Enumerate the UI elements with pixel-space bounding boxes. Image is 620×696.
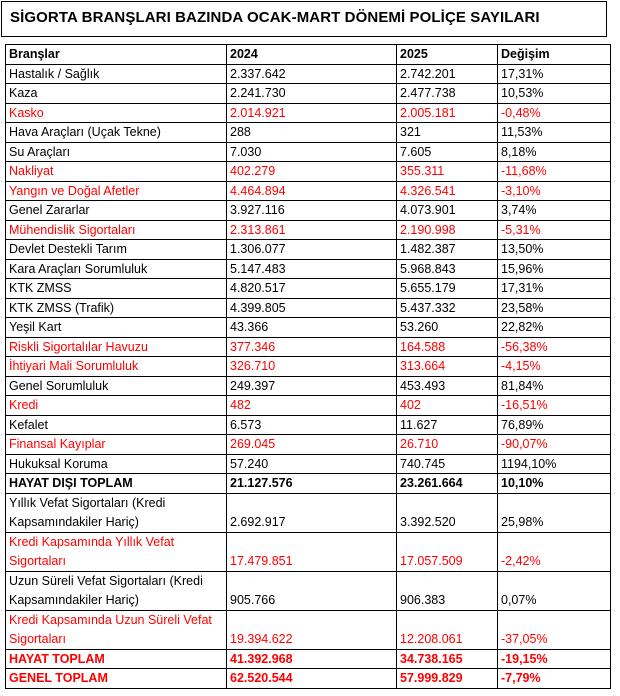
cell-2024: 21.127.576 [227, 474, 397, 494]
table-row [6, 493, 611, 532]
header-change: Değişim [498, 45, 611, 65]
cell-2024: 4.464.894 [227, 181, 397, 201]
cell-branch: Kaza [6, 84, 227, 104]
cell-2025: 4.073.901 [397, 201, 498, 221]
header-2024: 2024 [227, 45, 397, 65]
page-title: SİGORTA BRANŞLARI BAZINDA OCAK-MART DÖNEMİ POLİÇE SAYILARI [10, 9, 540, 26]
table-row [6, 84, 611, 104]
cell-2025: 26.710 [397, 435, 498, 455]
cell-2025: 2.477.738 [397, 84, 498, 104]
cell-branch: Kefalet [6, 415, 227, 435]
cell-2024: 2.692.917 [227, 493, 397, 532]
cell-change: -2,42% [498, 532, 611, 571]
cell-2024: 41.392.968 [227, 649, 397, 669]
cell-change: -90,07% [498, 435, 611, 455]
cell-2024: 402.279 [227, 162, 397, 182]
cell-branch: Kara Araçları Sorumluluk [6, 259, 227, 279]
cell-change: 0,07% [498, 571, 611, 610]
cell-branch: KTK ZMSS [6, 279, 227, 299]
cell-2024: 5.147.483 [227, 259, 397, 279]
cell-change: -0,48% [498, 103, 611, 123]
cell-2025: 1.482.387 [397, 240, 498, 260]
cell-2024: 326.710 [227, 357, 397, 377]
cell-change: 17,31% [498, 279, 611, 299]
table-row [6, 298, 611, 318]
cell-branch: Nakliyat [6, 162, 227, 182]
cell-2025: 57.999.829 [397, 669, 498, 689]
cell-2024: 288 [227, 123, 397, 143]
cell-2025: 453.493 [397, 376, 498, 396]
table-row [6, 259, 611, 279]
cell-change: 11,53% [498, 123, 611, 143]
cell-2025: 4.326.541 [397, 181, 498, 201]
cell-branch: Genel Sorumluluk [6, 376, 227, 396]
cell-2025: 313.664 [397, 357, 498, 377]
cell-branch: Yeşil Kart [6, 318, 227, 338]
cell-change: 76,89% [498, 415, 611, 435]
cell-2025: 3.392.520 [397, 493, 498, 532]
cell-change: 10,10% [498, 474, 611, 494]
table-row [6, 532, 611, 571]
cell-branch: Kredi Kapsamında Uzun Süreli Vefat Sigortaları [6, 610, 227, 649]
cell-branch: GENEL TOPLAM [6, 669, 227, 689]
cell-2024: 2.313.861 [227, 220, 397, 240]
cell-2025: 5.437.332 [397, 298, 498, 318]
cell-2025: 11.627 [397, 415, 498, 435]
cell-2024: 482 [227, 396, 397, 416]
cell-2024: 62.520.544 [227, 669, 397, 689]
table-row [6, 181, 611, 201]
table-row [6, 474, 611, 494]
cell-change: -19,15% [498, 649, 611, 669]
table-row [6, 123, 611, 143]
table-row [6, 649, 611, 669]
title-box [1, 1, 607, 37]
table-body [6, 45, 611, 689]
table-row [6, 337, 611, 357]
table-row [6, 415, 611, 435]
cell-change: 22,82% [498, 318, 611, 338]
table-row [6, 162, 611, 182]
cell-2024: 17.479.851 [227, 532, 397, 571]
cell-2025: 2.190.998 [397, 220, 498, 240]
cell-2024: 377.346 [227, 337, 397, 357]
cell-branch: HAYAT TOPLAM [6, 649, 227, 669]
table-row [6, 571, 611, 610]
cell-2024: 3.927.116 [227, 201, 397, 221]
cell-2024: 2.014.921 [227, 103, 397, 123]
cell-change: -56,38% [498, 337, 611, 357]
cell-2024: 249.397 [227, 376, 397, 396]
cell-2025: 5.968.843 [397, 259, 498, 279]
cell-branch: Mühendislik Sigortaları [6, 220, 227, 240]
table-row [6, 201, 611, 221]
cell-branch: Kredi Kapsamında Yıllık Vefat Sigortaları [6, 532, 227, 571]
cell-change: 10,53% [498, 84, 611, 104]
cell-2024: 4.820.517 [227, 279, 397, 299]
cell-2024: 6.573 [227, 415, 397, 435]
cell-change: 23,58% [498, 298, 611, 318]
table-row [6, 240, 611, 260]
cell-branch: Yıllık Vefat Sigortaları (Kredi Kapsamındakiler Hariç) [6, 493, 227, 532]
cell-2025: 321 [397, 123, 498, 143]
table-row [6, 357, 611, 377]
table-row [6, 318, 611, 338]
cell-branch: Hava Araçları (Uçak Tekne) [6, 123, 227, 143]
cell-change: 25,98% [498, 493, 611, 532]
cell-2024: 57.240 [227, 454, 397, 474]
header-2025: 2025 [397, 45, 498, 65]
cell-change: 3,74% [498, 201, 611, 221]
cell-2025: 402 [397, 396, 498, 416]
cell-2025: 23.261.664 [397, 474, 498, 494]
cell-2025: 34.738.165 [397, 649, 498, 669]
cell-change: 8,18% [498, 142, 611, 162]
cell-2025: 740.745 [397, 454, 498, 474]
cell-2024: 1.306.077 [227, 240, 397, 260]
cell-2024: 2.241.730 [227, 84, 397, 104]
cell-change: -11,68% [498, 162, 611, 182]
table-row [6, 220, 611, 240]
cell-branch: Finansal Kayıplar [6, 435, 227, 455]
policy-table [5, 44, 611, 689]
cell-branch: HAYAT DIŞI TOPLAM [6, 474, 227, 494]
table-row [6, 103, 611, 123]
cell-change: -4,15% [498, 357, 611, 377]
cell-2024: 43.366 [227, 318, 397, 338]
cell-change: -37,05% [498, 610, 611, 649]
cell-branch: Devlet Destekli Tarım [6, 240, 227, 260]
cell-branch: İhtiyari Mali Sorumluluk [6, 357, 227, 377]
cell-change: 17,31% [498, 64, 611, 84]
cell-change: 15,96% [498, 259, 611, 279]
cell-branch: Yangın ve Doğal Afetler [6, 181, 227, 201]
cell-2025: 5.655.179 [397, 279, 498, 299]
cell-change: -16,51% [498, 396, 611, 416]
cell-change: -5,31% [498, 220, 611, 240]
cell-2025: 2.742.201 [397, 64, 498, 84]
cell-branch: Kasko [6, 103, 227, 123]
cell-2024: 4.399.805 [227, 298, 397, 318]
cell-change: 13,50% [498, 240, 611, 260]
cell-2025: 355.311 [397, 162, 498, 182]
cell-2024: 905.766 [227, 571, 397, 610]
cell-branch: Su Araçları [6, 142, 227, 162]
cell-2025: 53.260 [397, 318, 498, 338]
cell-change: 1194,10% [498, 454, 611, 474]
cell-change: 81,84% [498, 376, 611, 396]
cell-change: -7,79% [498, 669, 611, 689]
cell-2025: 12.208.061 [397, 610, 498, 649]
table-row [6, 669, 611, 689]
cell-branch: Hastalık / Sağlık [6, 64, 227, 84]
table-row [6, 454, 611, 474]
cell-2024: 19.394.622 [227, 610, 397, 649]
table-row [6, 279, 611, 299]
cell-branch: Hukuksal Koruma [6, 454, 227, 474]
cell-branch: Riskli Sigortalılar Havuzu [6, 337, 227, 357]
cell-2025: 7.605 [397, 142, 498, 162]
cell-2025: 164.588 [397, 337, 498, 357]
header-branch: Branşlar [6, 45, 227, 65]
cell-branch: Genel Zararlar [6, 201, 227, 221]
cell-branch: Uzun Süreli Vefat Sigortaları (Kredi Kapsamındakiler Hariç) [6, 571, 227, 610]
cell-2024: 7.030 [227, 142, 397, 162]
cell-2025: 2.005.181 [397, 103, 498, 123]
cell-2025: 906.383 [397, 571, 498, 610]
table-row [6, 610, 611, 649]
cell-branch: KTK ZMSS (Trafik) [6, 298, 227, 318]
table-row [6, 435, 611, 455]
cell-2024: 2.337.642 [227, 64, 397, 84]
cell-branch: Kredi [6, 396, 227, 416]
table-row [6, 142, 611, 162]
table-row [6, 396, 611, 416]
table-row [6, 64, 611, 84]
cell-2025: 17.057.509 [397, 532, 498, 571]
table-header-row [6, 45, 611, 65]
cell-change: -3,10% [498, 181, 611, 201]
table-row [6, 376, 611, 396]
cell-2024: 269.045 [227, 435, 397, 455]
